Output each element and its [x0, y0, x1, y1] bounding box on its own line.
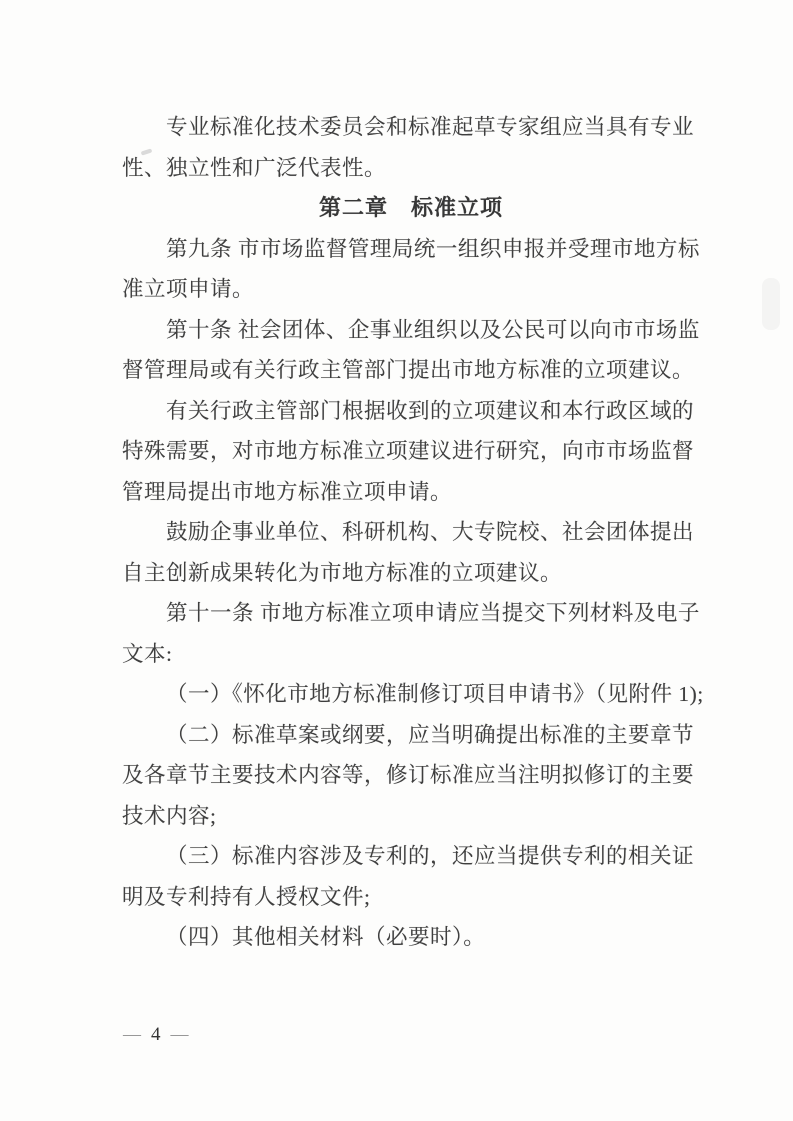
text-line: 第九条 市市场监督管理局统一组织申报并受理市地方标 — [166, 236, 700, 261]
text-line: 自主创新成果转化为市地方标准的立项建议。 — [122, 560, 563, 585]
text-line: 第十一条 市地方标准立项申请应当提交下列材料及电子 — [166, 601, 700, 625]
text-line: 第十条 社会团体、企事业组织以及公民可以向市市场监 — [166, 317, 700, 342]
text-line: 督管理局或有关行政主管部门提出市地方标准的立项建议。 — [122, 358, 695, 382]
text-line: 性、独立性和广泛代表性。 — [122, 155, 387, 180]
text-line: 明及专利持有人授权文件; — [122, 884, 371, 909]
text-line: （三）标准内容涉及专利的，还应当提供专利的相关证 — [166, 844, 695, 868]
text-line: 及各章节主要技术内容等，修订标准应当注明拟修订的主要 — [122, 763, 695, 787]
footer-dash-right: — — [170, 1024, 189, 1044]
text-line: （一）《怀化市地方标准制修订项目申请书》（见附件 1); — [166, 682, 704, 706]
page-number: 4 — [151, 1024, 161, 1045]
text-line: 鼓励企事业单位、科研机构、大专院校、社会团体提出 — [166, 520, 695, 544]
text-line: 准立项申请。 — [122, 277, 255, 301]
chapter-heading: 第二章 标准立项 — [318, 195, 503, 220]
text-line: （四）其他相关材料（必要时）。 — [166, 925, 486, 949]
text-line: 文本: — [122, 641, 173, 666]
footer-dash-left: — — [123, 1024, 141, 1044]
text-line: 特殊需要，对市地方标准立项建议进行研究，向市市场监督 — [122, 439, 695, 463]
document-body — [122, 107, 704, 958]
text-line: 管理局提出市地方标准立项申请。 — [122, 479, 453, 504]
scan-artifact — [762, 278, 780, 330]
text-line: 专业标准化技术委员会和标准起草专家组应当具有专业 — [166, 115, 695, 139]
text-line: 有关行政主管部门根据收到的立项建议和本行政区域的 — [166, 398, 695, 423]
text-line: 技术内容; — [122, 803, 217, 828]
text-line: （二）标准草案或纲要，应当明确提出标准的主要章节 — [166, 722, 695, 747]
page-footer — [123, 1021, 189, 1047]
